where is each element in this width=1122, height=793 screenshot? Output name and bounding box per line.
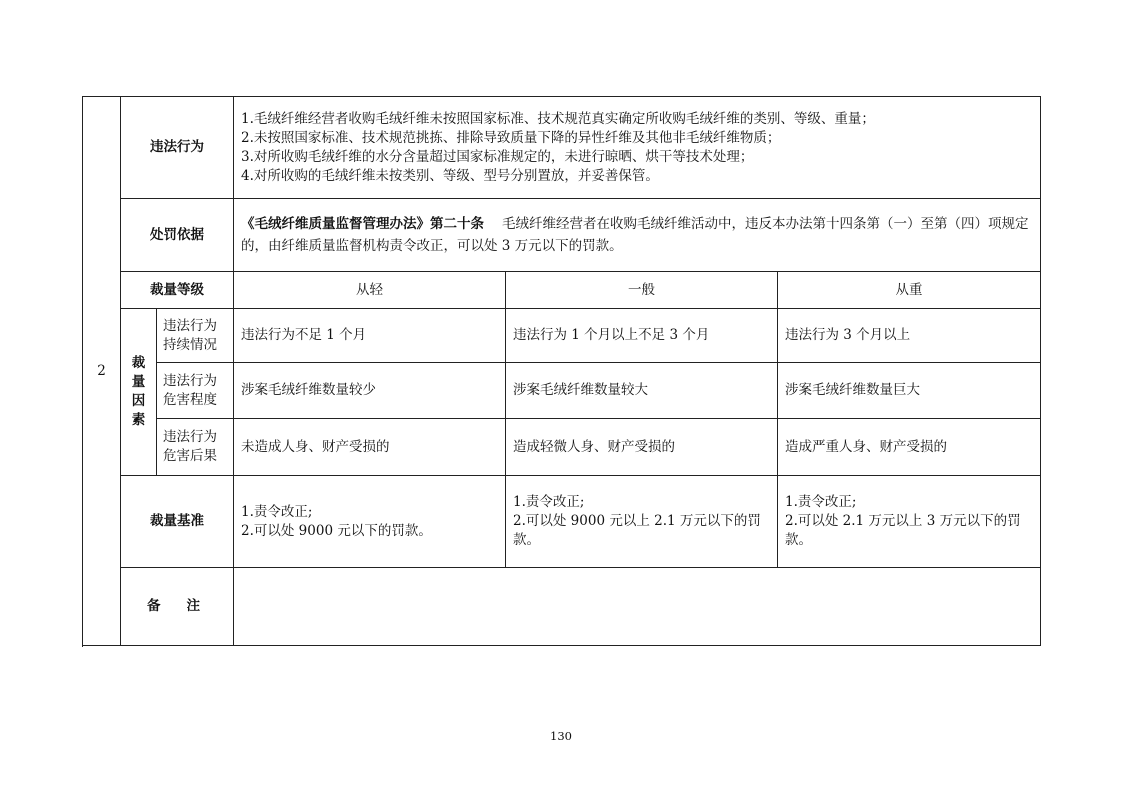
illegal-act-label: 违法行为	[121, 97, 234, 199]
benchmark-label: 裁量基准	[121, 476, 234, 568]
factor-row	[83, 309, 1041, 363]
penalty-basis-content	[234, 199, 1041, 272]
factor-name-line: 违法行为	[163, 317, 217, 334]
level-heavy: 从重	[778, 272, 1041, 309]
illegal-act-row	[83, 97, 1041, 199]
factor-heavy: 违法行为 3 个月以上	[778, 309, 1041, 363]
factor-heavy: 造成严重人身、财产受损的	[778, 419, 1041, 476]
factors-label-char: 素	[131, 412, 146, 428]
remarks-label: 备注	[121, 568, 234, 646]
remarks-row	[83, 568, 1041, 646]
benchmark-heavy	[778, 476, 1041, 568]
benchmark-line: 1.责令改正;	[241, 503, 313, 520]
factor-light: 未造成人身、财产受损的	[234, 419, 506, 476]
factors-label-char: 因	[131, 393, 146, 409]
benchmark-line: 2.可以处 9000 元以下的罚款。	[241, 522, 432, 539]
level-general: 一般	[506, 272, 778, 309]
benchmark-general	[506, 476, 778, 568]
benchmark-line: 2.可以处 2.1 万元以上 3 万元以下的罚款。	[785, 513, 1021, 548]
benchmark-line: 2.可以处 9000 元以上 2.1 万元以下的罚款。	[513, 513, 761, 548]
factors-label-char: 量	[131, 374, 146, 390]
illegal-act-content	[234, 97, 1041, 199]
penalty-basis-title: 《毛绒纤维质量监督管理办法》第二十条	[241, 216, 484, 232]
factor-name	[157, 363, 234, 419]
page-number: 130	[550, 729, 572, 743]
factor-general: 涉案毛绒纤维数量较大	[506, 363, 778, 419]
benchmark-row	[83, 476, 1041, 568]
factor-row	[83, 363, 1041, 419]
levels-row	[83, 272, 1041, 309]
penalty-basis-text: 毛绒纤维经营者在收购毛绒纤维活动中，违反本办法第十四条第（一）至第（四）项规定的，由纤维质量监督机构责令改正，可以处 3 万元以下的罚款。	[241, 216, 1029, 254]
factor-name-line: 违法行为	[163, 372, 217, 389]
factor-row	[83, 419, 1041, 476]
factor-heavy: 涉案毛绒纤维数量巨大	[778, 363, 1041, 419]
factor-general: 造成轻微人身、财产受损的	[506, 419, 778, 476]
row-number: 2	[83, 97, 121, 646]
illegal-act-line: 2.未按照国家标准、技术规范挑拣、排除导致质量下降的异性纤维及其他非毛绒纤维物质；	[241, 129, 781, 146]
benchmark-light	[234, 476, 506, 568]
benchmark-line: 1.责令改正;	[785, 494, 857, 510]
illegal-act-line: 4.对所收购的毛绒纤维未按类别、等级、型号分别置放，并妥善保管。	[241, 167, 659, 184]
factors-label-char: 裁	[131, 355, 146, 371]
factor-light: 违法行为不足 1 个月	[234, 309, 506, 363]
factor-name-line: 持续情况	[163, 336, 217, 353]
remarks-content	[234, 568, 1041, 646]
penalty-basis-label: 处罚依据	[121, 199, 234, 272]
factor-name-line: 危害后果	[163, 448, 217, 464]
level-light: 从轻	[234, 272, 506, 309]
factor-name-line: 危害程度	[163, 391, 217, 408]
factor-name-line: 违法行为	[163, 429, 217, 445]
benchmark-line: 1.责令改正;	[513, 494, 585, 510]
penalty-basis-row	[83, 199, 1041, 272]
factors-label	[121, 309, 157, 476]
factor-light: 涉案毛绒纤维数量较少	[234, 363, 506, 419]
illegal-act-line: 3.对所收购毛绒纤维的水分含量超过国家标准规定的，未进行晾晒、烘干等技术处理；	[241, 148, 754, 165]
discretion-standard-table	[82, 96, 1041, 646]
factor-general: 违法行为 1 个月以上不足 3 个月	[506, 309, 778, 363]
levels-label: 裁量等级	[121, 272, 234, 309]
illegal-act-line: 1.毛绒纤维经营者收购毛绒纤维未按照国家标准、技术规范真实确定所收购毛绒纤维的类别、等级、重量；	[241, 110, 875, 127]
factor-name	[157, 309, 234, 363]
factor-name	[157, 419, 234, 476]
